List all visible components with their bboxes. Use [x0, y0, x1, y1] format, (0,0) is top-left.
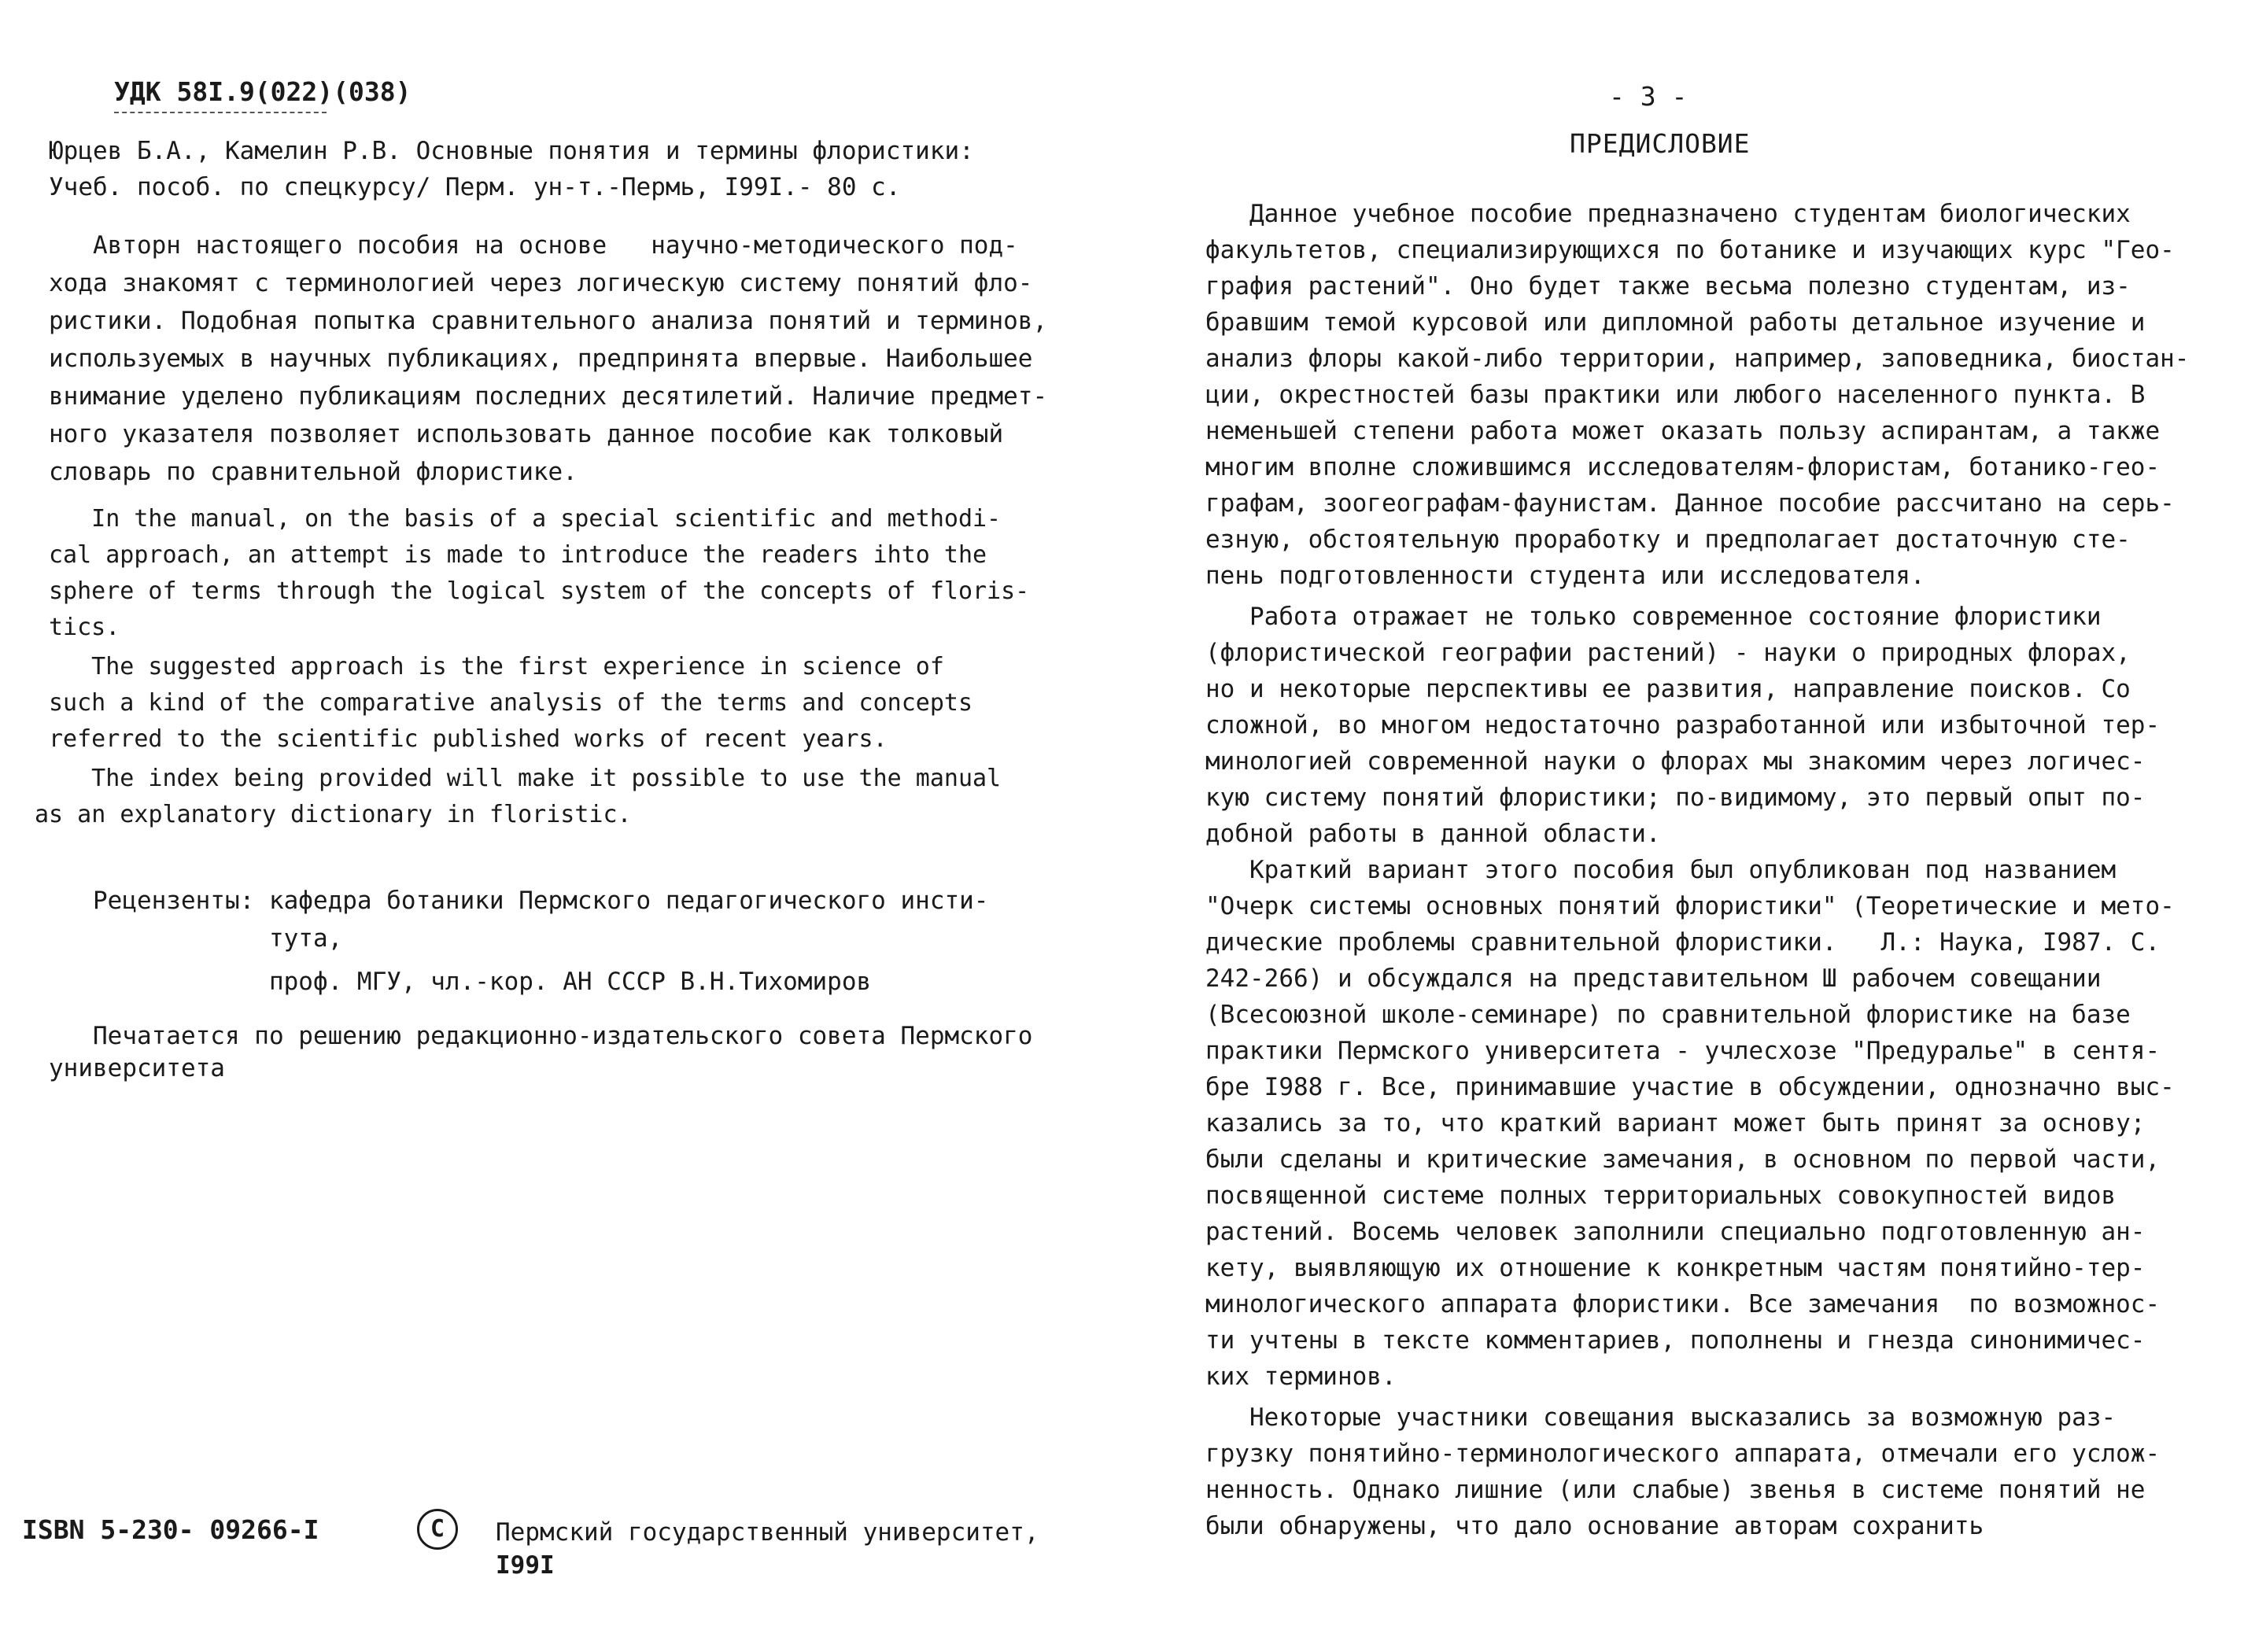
body-line: Работа отражает не только современное состояние флористики	[1205, 603, 2102, 631]
body-line: добной работы в данной области.	[1205, 820, 1661, 848]
body-line: езную, обстоятельную проработку и предполагает достаточную сте-	[1205, 525, 2131, 554]
body-line: пень подготовленности студента или исследователя.	[1205, 562, 1925, 590]
body-line: грузку понятийно-терминологического аппарата, отмечали его услож-	[1205, 1440, 2161, 1468]
abstract-en-line: referred to the scientific published works of recent years.	[49, 725, 888, 753]
udk-underline	[114, 112, 327, 113]
abstract-en-line: The suggested approach is the first experience in science of	[49, 653, 944, 680]
body-line: кую систему понятий флористики; по-видимому, это первый опыт по-	[1205, 784, 2146, 812]
body-line: анализ флоры какой-либо территории, например, заповедника, биостан-	[1205, 345, 2190, 373]
body-line: но и некоторые перспективы ее развития, направление поисков. Со	[1205, 675, 2131, 703]
body-line: неменьшей степени работа может оказать пользу аспирантам, а также	[1205, 417, 2161, 445]
body-line: дические проблемы сравнительной флористики. Л.: Наука, I987. С.	[1205, 928, 2161, 957]
abstract-en-line: tics.	[49, 614, 120, 641]
body-line: кету, выявляющую их отношение к конкретным частям понятийно-тер-	[1205, 1254, 2146, 1282]
abstract-en-line: In the manual, on the basis of a special scientific and methodi-	[49, 505, 1002, 533]
body-line: (Всесоюзной школе-семинаре) по сравнительной флористике на базе	[1205, 1001, 2131, 1029]
body-line: (флористической географии растений) - науки о природных флорах,	[1205, 639, 2131, 667]
body-line: ти учтены в тексте комментариев, пополнены и гнезда синонимичес-	[1205, 1326, 2146, 1355]
publication-note-line: Печатается по решению редакционно-издательского совета Пермского	[49, 1022, 1033, 1050]
abstract-ru-line: словарь по сравнительной флористике.	[49, 458, 578, 486]
right-page	[1133, 0, 2266, 1652]
copyright-icon: С	[417, 1509, 458, 1550]
body-line: графам, зоогеографам-фаунистам. Данное пособие рассчитано на серь-	[1205, 489, 2175, 518]
abstract-ru-line: Авторн настоящего пособия на основе научно-методического под-	[49, 231, 1018, 260]
body-line: казались за то, что краткий вариант может быть принят за основу;	[1205, 1109, 2146, 1138]
body-line: растений. Восемь человек заполнили специально подготовленную ан-	[1205, 1218, 2146, 1246]
body-line: практики Пермского университета - учлесхозе "Предуралье" в сентя-	[1205, 1037, 2161, 1065]
body-line: графия растений". Оно будет также весьма полезно студентам, из-	[1205, 272, 2131, 301]
page-heading: ПРЕДИСЛОВИЕ	[1570, 128, 1751, 159]
abstract-ru-line: хода знакомят с терминологией через логическую систему понятий фло-	[49, 269, 1033, 297]
abstract-en-line: sphere of terms through the logical system of the concepts of floris-	[49, 577, 1030, 605]
abstract-en-line: such a kind of the comparative analysis of the terms and concepts	[49, 689, 972, 717]
body-line: минологического аппарата флористики. Все замечания по возможнос-	[1205, 1290, 2161, 1318]
body-line: Некоторые участники совещания высказались за возможную раз-	[1205, 1403, 2117, 1432]
body-line: бре I988 г. Все, принимавшие участие в обсуждении, однозначно выс-	[1205, 1073, 2175, 1101]
body-line: минологией современной науки о флорах мы знакомим через логичес-	[1205, 747, 2146, 776]
body-line: бравшим темой курсовой или дипломной работы детальное изучение и	[1205, 308, 2146, 337]
body-line: посвященной системе полных территориальных совокупностей видов	[1205, 1182, 2117, 1210]
body-line: ких терминов.	[1205, 1363, 1397, 1391]
abstract-en-line: as an explanatory dictionary in floristic.	[35, 801, 632, 828]
citation-line: Юрцев Б.А., Камелин Р.В. Основные понятия и термины флористики:	[49, 137, 974, 165]
body-line: были сделаны и критические замечания, в основном по первой части,	[1205, 1145, 2161, 1174]
publisher-year: I99I	[496, 1551, 555, 1580]
body-line: Данное учебное пособие предназначено студентам биологических	[1205, 200, 2131, 228]
page-number: - 3 -	[1609, 81, 1688, 112]
abstract-ru-line: ного указателя позволяет использовать данное пособие как толковый	[49, 420, 1004, 448]
udk-code: УДК 58I.9(022)(038)	[114, 76, 411, 107]
abstract-en-line: cal approach, an attempt is made to introduce the readers ihto the	[49, 541, 987, 569]
body-line: факультетов, специализирующихся по ботанике и изучающих курс "Гео-	[1205, 236, 2175, 264]
body-line: были обнаружены, что дало основание авторам сохранить	[1205, 1512, 1984, 1540]
body-line: ции, окрестностей базы практики или любого населенного пункта. В	[1205, 381, 2146, 409]
abstract-ru-line: ристики. Подобная попытка сравнительного анализа понятий и терминов,	[49, 307, 1048, 335]
abstract-ru-line: внимание уделено публикациям последних десятилетий. Наличие предмет-	[49, 382, 1048, 411]
publisher-line: Пермский государственный университет,	[496, 1518, 1039, 1547]
reviewers-line: Рецензенты: кафедра ботаники Пермского педагогического инсти-	[49, 887, 989, 915]
body-line: сложной, во многом недостаточно разработанной или избыточной тер-	[1205, 711, 2161, 739]
abstract-en-line: The index being provided will make it possible to use the manual	[49, 765, 1002, 792]
citation-line: Учеб. пособ. по спецкурсу/ Перм. ун-т.-Пермь, I99I.- 80 с.	[49, 173, 901, 201]
reviewers-line: проф. МГУ, чл.-кор. АН СССР В.Н.Тихомиров	[49, 968, 872, 996]
body-line: ненность. Однако лишние (или слабые) звенья в системе понятий не	[1205, 1476, 2146, 1504]
publication-note-line: университета	[49, 1054, 225, 1082]
reviewers-line: тута,	[49, 924, 343, 953]
abstract-ru-line: используемых в научных публикациях, предпринята впервые. Наибольшее	[49, 345, 1033, 373]
isbn: ISBN 5-230- 09266-I	[22, 1514, 319, 1545]
body-line: многим вполне сложившимся исследователям-флористам, ботанико-гео-	[1205, 453, 2161, 481]
body-line: Краткий вариант этого пособия был опубликован под названием	[1205, 856, 2117, 884]
body-line: "Очерк системы основных понятий флористики" (Теоретические и мето-	[1205, 892, 2175, 920]
body-line: 242-266) и обсуждался на представительном Ш рабочем совещании	[1205, 964, 2102, 993]
